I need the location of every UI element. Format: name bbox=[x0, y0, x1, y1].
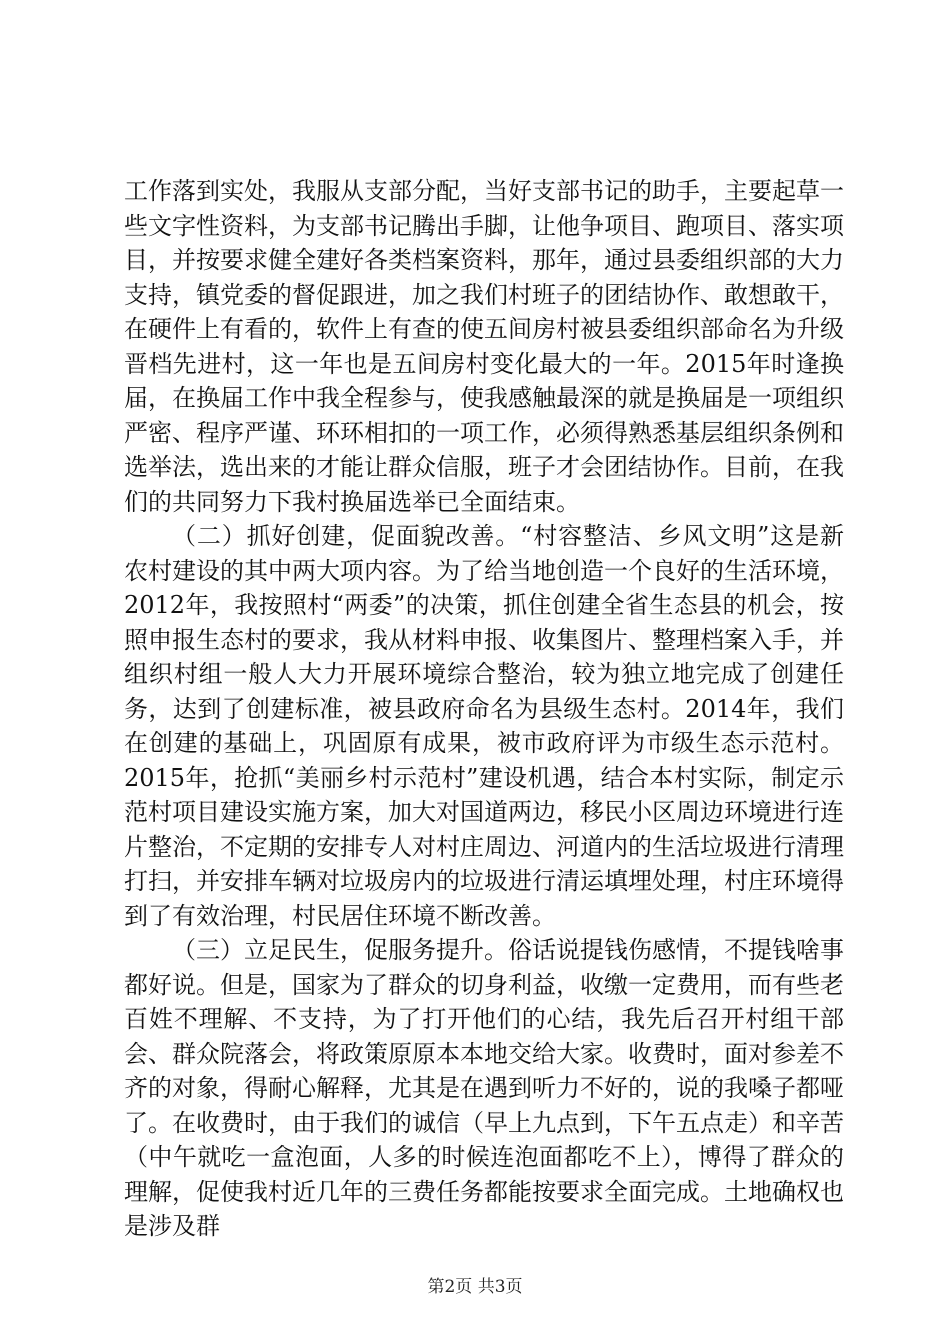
page-number-footer: 第2页 共3页 bbox=[427, 1277, 523, 1297]
paragraph-section-two: （二）抓好创建，促面貌改善。“村容整洁、乡风文明”这是新农村建设的其中两大项内容。为了给当地创造一个良好的生活环境，2012年，我按照村“两委”的决策，抓住创建全省生态县的机会，按照申报生态村的要求，我从材料申报、收集图片、整理档案入手，并组织村组一般人大力开展环境综合整治，较为独立地完成了创建任务，达到了创建标准，被县政府命名为县级生态村。2014年，我们在创建的基础上，巩固原有成果，被市政府评为市级生态示范村。2015年，抢抓“美丽乡村示范村”建设机遇，结合本村实际，制定示范村项目建设实施方案，加大对国道两边，移民小区周边环境进行连片整治，不定期的安排专人对村庄周边、河道内的生活垃圾进行清理打扫，并安排车辆对垃圾房内的垃圾进行清运填埋处理，村庄环境得到了有效治理，村民居住环境不断改善。 bbox=[124, 522, 844, 930]
paragraph-continuation: 工作落到实处，我服从支部分配，当好支部书记的助手，主要起草一些文字性资料，为支部书记腾出手脚，让他争项目、跑项目、落实项目，并按要求健全建好各类档案资料，那年，通过县委组织部的大力支持，镇党委的督促跟进，加之我们村班子的团结协作、敢想敢干，在硬件上有看的，软件上有查的使五间房村被县委组织部命名为升级晋档先进村，这一年也是五间房村变化最大的一年。2015年时逢换届，在换届工作中我全程参与，使我感触最深的就是换届是一项组织严密、程序严谨、环环相扣的一项工作，必须得熟悉基层组织条例和选举法，选出来的才能让群众信服，班子才会团结协作。目前，在我们的共同努力下我村换届选举已全面结束。 bbox=[124, 177, 844, 516]
document-body bbox=[124, 174, 844, 1244]
paragraph-section-three: （三）立足民生，促服务提升。俗话说提钱伤感情，不提钱啥事都好说。但是，国家为了群众的切身利益，收缴一定费用，而有些老百姓不理解、不支持，为了打开他们的心结，我先后召开村组干部会、群众院落会，将政策原原本本地交给大家。收费时，面对参差不齐的对象，得耐心解释，尤其是在遇到听力不好的，说的我嗓子都哑了。在收费时，由于我们的诚信（早上九点到，下午五点走）和辛苦（中午就吃一盒泡面，人多的时候连泡面都吃不上），博得了群众的理解，促使我村近几年的三费任务都能按要求全面完成。土地确权也是涉及群 bbox=[124, 936, 844, 1240]
